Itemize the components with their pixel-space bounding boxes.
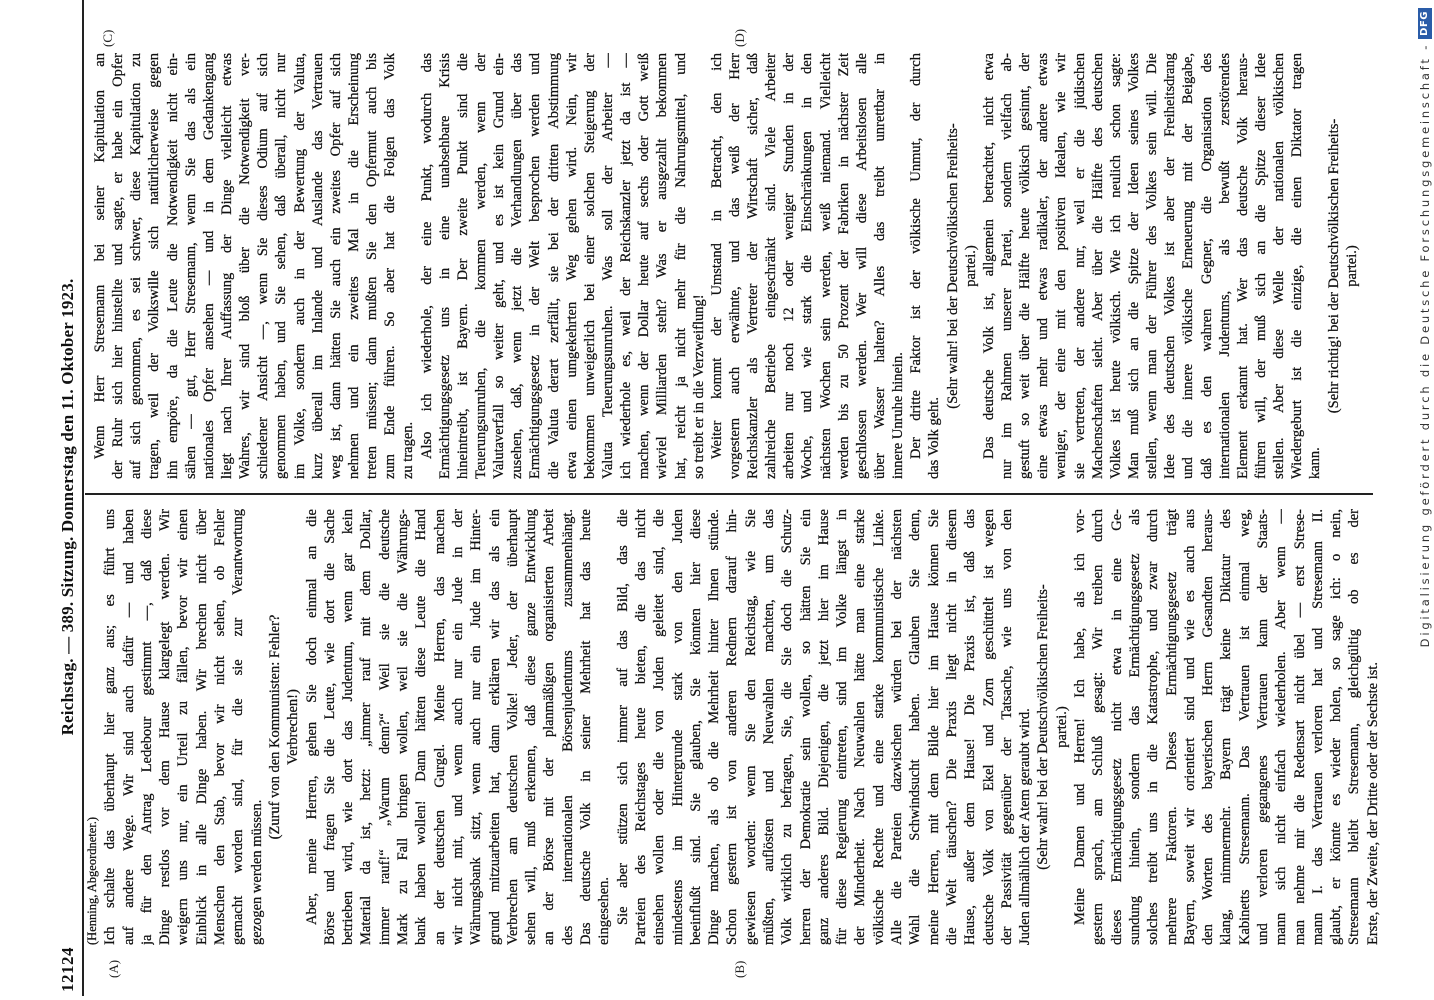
funding-note [1417,8,1432,647]
text-line: sie vertreten, der andere nur, weil er die jüdischen [1071,53,1088,479]
text-line: Element erkannt hat. Wer das deutsche Volk heraus- [1234,53,1251,479]
text-line: partei.) [962,245,979,287]
text-line: immer rauf!“ „Warum denn?“ Weil sie die deutsche [376,509,393,945]
text-line: Ermächtigungsgesetz in der Welt besprochen werden und [527,53,544,479]
text-line: des internationalen Börsenjudentums zusammenhängt. [559,509,576,945]
text-line: Das deutsche Volk in seiner Mehrheit hat das heute [578,509,595,945]
text-line: bekommen unweigerlich bei einer solchen Steigerung der [581,53,598,479]
text-line: gemacht worden sind, für die sie zur Verantwortung [230,509,247,945]
text-line: die Welt täuschen? Die Praxis liegt nicht in diesem [943,509,960,945]
text-line: Ermächtigungsgesetz uns in eine unabsehbare Krisis [436,53,453,479]
text-line: eine etwas mehr und etwas radikaler, der andere etwas [1035,53,1052,479]
text-line: Juden allmählich der Atem geraubt wird. [1017,708,1034,945]
text-line: sundung hinein, sondern das Ermächtigungsgesetz als [1126,509,1143,945]
text-line: Man muß sich an die Spitze der Ideen seines Volkes [1126,53,1143,479]
speech-paragraph [91,53,418,479]
text-line: Menschen den Stab, bevor wir nicht sehen, ob Fehler [212,509,229,945]
text-line: Währungsbank sitzt, wenn auch nur ein Jude im Hinter- [468,509,485,945]
text-line: partei.) [1053,706,1070,748]
text-line: dieses Ermächtigungsgesetz nicht etwa in eine Ge- [1108,509,1125,945]
text-line: klang, nimmermehr. Bayern trägt keine Diktatur des [1218,509,1235,945]
text-line: Weiter kommt der Umstand in Betracht, den ich [708,53,725,459]
text-line: mann I. das Vertrauen verloren hat und Stresemann II. [1309,509,1326,945]
text-line: für diese Regierung eintreten, sind im Volke längst in [834,509,851,945]
speech-paragraph [1071,509,1382,945]
margin-marker-a: (A) [106,959,121,978]
text-line: Teuerungsunruhen, die kommen werden, wenn der [472,53,489,479]
text-line: Das deutsche Volk ist, allgemein betrachtet, nicht etwa [980,53,997,459]
text-line: Dinge machen, als ob die Mehrheit hinter Ihnen stünde. [706,509,723,945]
text-line: zum Ende führen. So aber hat die Folgen das Volk [382,53,399,479]
text-line: solches treibt uns in die Katastrophe, und zwar durch [1145,509,1162,945]
text-line: Woche, und wie stark die Einschränkungen in den [799,53,816,479]
text-line: glaubt, er könnte es wieder holen, so sage ich: o nein, [1328,509,1345,945]
text-line: wieviel Milliarden steht? Was er ausgezahlt bekommen [654,53,671,479]
reaction-note [1034,509,1071,945]
margin-marker-c: (C) [100,29,115,47]
text-line: herren der Demokratie sein wollen, so hätten Sie ein [797,509,814,945]
text-line: Material da ist, hetzt: „immer rauf mit dem Dollar, [358,509,375,945]
text-line: liegt nach Ihrer Auffassung der Dinge vielleicht etwas [218,53,235,479]
text-line: Machenschaften sieht. Aber über die Hälfte des deutschen [1089,53,1106,479]
speech-paragraph [101,509,266,945]
text-line: völkische Rechte und eine starke kommunistische Linke. [870,509,887,945]
text-line: (Zuruf von den Kommunisten: Fehler? [266,614,283,840]
text-line: beeinflußt sind. Sie glauben, Sie könnten hier diese [687,509,704,945]
text-line: Bayern, soweit wir orientiert sind und wie es auch aus [1181,509,1198,945]
text-line: ich wiederhole es, weil der Reichskanzler jetzt da ist — [618,53,635,479]
dfg-logo: DFG [1418,8,1432,39]
text-line: zahlreiche Betriebe eingeschränkt sind. Viele Arbeiter [763,53,780,479]
text-line: über Wasser halten? Alles das treibt unrettbar in [872,53,889,479]
text-line: etwa einen umgekehrten Weg gehen wird. Nein, wir [563,53,580,479]
text-line: Valutaverfall so weiter geht, und es ist kein Grund ein- [491,53,508,479]
text-line: Dinge restlos vor dem Hause klargelegt werden. Wir [157,509,174,945]
text-line: gewiesen worden: wenn Sie den Reichstag, wie Sie [742,509,759,945]
text-line: führen will, der muß sich an die Spitze dieser Idee [1253,53,1269,479]
text-line: Wahl die Schwindsucht haben. Glauben Sie denn, [907,509,924,945]
text-line: gezogen werden müssen. [248,799,265,945]
text-line: Valuta Teuerungsunruhen. Was soll der Arbeiter — [599,53,616,479]
margin-marker-b: (B) [732,960,747,978]
text-line: Verbrechen!) [285,689,302,765]
text-line: innere Unruhe hinein. [890,352,907,479]
text-line: (Henning, Abgeordneter.) [85,816,99,945]
speech-paragraph [418,53,708,479]
text-line: ihn empöre, da die Leute die Notwendigkeit nicht ein- [164,53,181,479]
text-line: geschlossen werden. Wer will diese Arbeitslosen alle [853,53,870,479]
text-line: an der deutschen Gurgel. Meine Herren, das machen [431,509,448,945]
text-line: Hause, außer dem Hause! Die Praxis ist, daß das [962,509,979,945]
text-line: weniger, der eine mit den positiven Idealen, wie wir [1053,53,1070,479]
margin-marker-d: (D) [732,28,747,47]
text-line: sehen will, muß erkennen, daß diese ganze Entwicklung [523,509,540,945]
text-line: bank haben wollen! Dann hätten diese Leute die Hand [413,509,430,945]
text-line: (Sehr wahr! bei der Deutschvölkischen Freiheits- [1035,584,1052,870]
interjection [266,509,303,945]
text-line: mindestens im Hintergrunde stark von den Juden [669,509,686,945]
text-line: Idee des deutschen Volkes ist aber der Freiheitsdrang [1162,53,1179,479]
text-line: Wenn Herr Stresemann bei seiner Kapitulation an [92,53,108,459]
text-line: zusehen, daß, wenn jetzt die Verhandlungen über das [509,53,526,479]
text-line: internationalen Judentums, als bewußt zerstörendes [1216,53,1233,479]
text-line: Mark zu Fall bringen wollen, weil sie die Währungs- [395,509,412,945]
text-line: (Sehr wahr! bei der Deutschvölkischen Freiheits- [944,123,961,409]
text-line: Meine Damen und Herren! Ich habe, als ich vor- [1072,509,1089,925]
text-line: Parteien des Reichstages heute bieten, die das nicht [632,509,649,945]
text-line: ganz anderes Bild. Diejenigen, die jetzt hier im Hause [815,509,832,945]
text-line: Schon gestern ist von anderen Rednern darauf hin- [724,509,741,945]
right-column [91,53,1361,479]
text-line: nur im Rahmen unserer Partei, sondern vielfach ab- [999,53,1016,479]
text-line: Sie aber stützen sich immer auf das Bild, das die [614,509,631,925]
text-line: wir nicht mit, und wenn auch nur ein Jude in der [449,509,466,945]
text-line: schiedener Ansicht —, wenn Sie dieses Odium auf sich [255,53,272,479]
reaction-note [1325,53,1361,479]
text-line: machen, wenn der Dollar heute auf sechs oder Gott weiß [636,53,653,479]
text-line: gestern sprach, am Schluß gesagt: Wir treiben durch [1090,509,1107,945]
text-line: nehmen und ein zweites Mal in die Erscheinung [345,53,362,479]
speech-paragraph [708,53,908,479]
text-line: Der dritte Faktor ist der völkische Unmut, der durch [908,53,925,459]
text-line: hineintreibt, ist Bayern. Der zweite Punkt sind die [454,53,471,479]
text-line: Einblick in alle Dinge haben. Wir brechen nicht über [193,509,210,945]
text-line: auf andere Wege. Wir sind auch dafür — und haben [120,509,137,945]
funding-note-text: Digitalisierung gefördert durch die Deutsche Forschungsgemeinschaft - [1417,42,1432,648]
text-line: Aber, meine Herren, gehen Sie doch einmal an die [303,509,320,925]
text-line: nächsten Wochen sein werden, weiß niemand. Vielleicht [817,53,834,479]
column-divider [85,493,1373,495]
text-line: arbeiten nur noch 12 oder weniger Stunden in der [781,53,798,479]
text-line: so treibt er in die Verzweiflung! [690,294,707,479]
text-line: genommen haben, und Sie sehen, daß überall, nicht nur [273,53,290,479]
text-line: betrieben wird, wie dort das Judentum, wenn gar kein [340,509,357,945]
text-line: Volkes ist heute völkisch. Wie ich neulich schon sagte: [1107,53,1124,479]
text-line: man nehme mir die Redensart nicht übel — erst Strese- [1291,509,1308,945]
text-line: grund mitzuarbeiten hat, dann erklären wir das als ein [486,509,503,945]
speaker-label [83,509,101,945]
text-line: partei.) [1343,245,1360,287]
text-line: und verloren gegangenes Vertrauen kann der Staats- [1255,509,1271,945]
text-line: Ich schalte das überhaupt hier ganz aus; es führt uns [102,509,119,945]
text-line: Wahres, wir sind bloß über die Notwendigkeit ver- [237,53,254,479]
text-line: hat, reicht ja nicht mehr für die Nahrungsmittel, und [672,53,689,479]
text-line: einsehen wollen oder die von Juden geleitet sind, die [651,509,668,945]
speech-paragraph [980,53,1325,479]
text-line: den Worten des bayerischen Herrn Gesandten heraus- [1200,509,1217,945]
text-line: Volk wirklich zu befragen, Sie, die Sie doch die Schutz- [779,509,796,945]
text-line: Stresemann bleibt Stresemann, gleichgültig ob es der [1346,509,1363,945]
text-line: weigern uns nur, ein Urteil zu fällen, bevor wir einen [175,509,192,945]
speech-paragraph [303,509,614,945]
reaction-note [944,53,980,479]
text-line: an der Börse mit der planmäßigen organisierten Arbeit [541,509,558,945]
text-line: treten müssen; dann mußten Sie den Opfermut auch bis [364,53,381,479]
text-line: Also ich wiederhole, der eine Punkt, wodurch das [418,53,435,459]
page-number: 12124 [58,947,77,992]
text-line: gestuft so weit über die Hälfte heute völkisch gesinnt, der [1017,53,1034,479]
text-line: der Ruhr sich hier hinstellte und sagte, er habe ein Opfer [110,53,127,479]
text-line: kann. [1307,447,1324,479]
text-line: stellen, wenn man der Führer des Volkes sein will. Die [1144,53,1161,479]
text-line: kurz überall im Inlande und Auslande das Vertrauen [309,53,326,479]
text-line: ja für den Antrag Ledebour gestimmt —, daß diese [138,509,155,945]
text-line: mehrere Faktoren. Dieses Ermächtigungsgesetz trägt [1163,509,1180,945]
left-column [83,509,1382,945]
text-line: der Minderheit. Nach Neuwahlen hätte man eine starke [852,509,869,945]
text-line: Erste, der Zweite, der Dritte oder der Sechste ist. [1364,661,1381,945]
text-line: Alle die Parteien dazwischen würden bei der nächsten [889,509,906,945]
text-line: weg ist, dann hätten Sie auch ein zweites Opfer auf sich [327,53,344,479]
text-line: im Volke, sondern auch in der Bewertung der Valuta, [291,53,308,479]
text-line: der Passivität gegenüber der Tatsache, wie uns von den [998,509,1015,945]
text-line: eingesehen. [596,876,613,945]
speech-paragraph [614,509,1035,945]
text-line: müßten, auflösten und Neuwahlen machten, um das [760,509,777,945]
text-line: und die innere völkische Erneuerung mit der Beigabe, [1180,53,1197,479]
text-line: daß es den wahren Gegner, die Organisation des [1198,53,1215,479]
text-line: mann sich nicht einfach wiederholen. Aber wenn — [1273,509,1290,945]
text-line: tragen, weil der Volkswille sich natürlicherweise gegen [146,53,163,479]
text-line: Reichskanzler als Vertreter der Wirtschaft sicher, daß [745,53,762,479]
text-line: die Valuta derart zerfällt, sie bei der dritten Abstimmung [545,53,562,479]
text-line: vorgestern auch erwähnte, und das weiß der Herr [726,53,743,479]
text-line: Börse und fragen Sie die Leute, wie dort die Sache [321,509,338,945]
text-line: nationales Opfer ansehen — und in dem Gedankengang [200,53,217,479]
text-line: werden bis zu 50 Prozent der Fabriken in nächster Zeit [835,53,852,479]
text-line: zu tragen. [400,421,417,479]
text-line: stellen. Aber diese Welle der nationalen völkischen [1271,53,1288,479]
text-line: Verbrechen am deutschen Volke! Jeder, der überhaupt [504,509,521,945]
speech-paragraph [907,53,943,479]
text-line: auf sich genommen, es sei schwer, diese Kapitulation zu [128,53,145,479]
text-line: das Volk geht. [926,396,943,479]
text-line: meine Herren, mit dem Bilde hier im Hause können Sie [925,509,942,945]
text-line: Kabinetts Stresemann. Das Vertrauen ist einmal weg, [1236,509,1253,945]
text-line: sähen — gut, Herr Stresemann, wenn Sie das als ein [182,53,199,479]
session-title: Reichstag. — 389. Sitzung. Donnerstag den 11. Oktober 1923. [58,278,77,736]
text-line: Wiedergeburt ist die einzige, die einen Diktator tragen [1289,53,1306,479]
text-line: deutsche Volk von Ekel und Zorn geschüttelt ist wegen [980,509,997,945]
text-line: (Sehr richtig! bei der Deutschvölkischen Freiheits- [1325,118,1342,414]
